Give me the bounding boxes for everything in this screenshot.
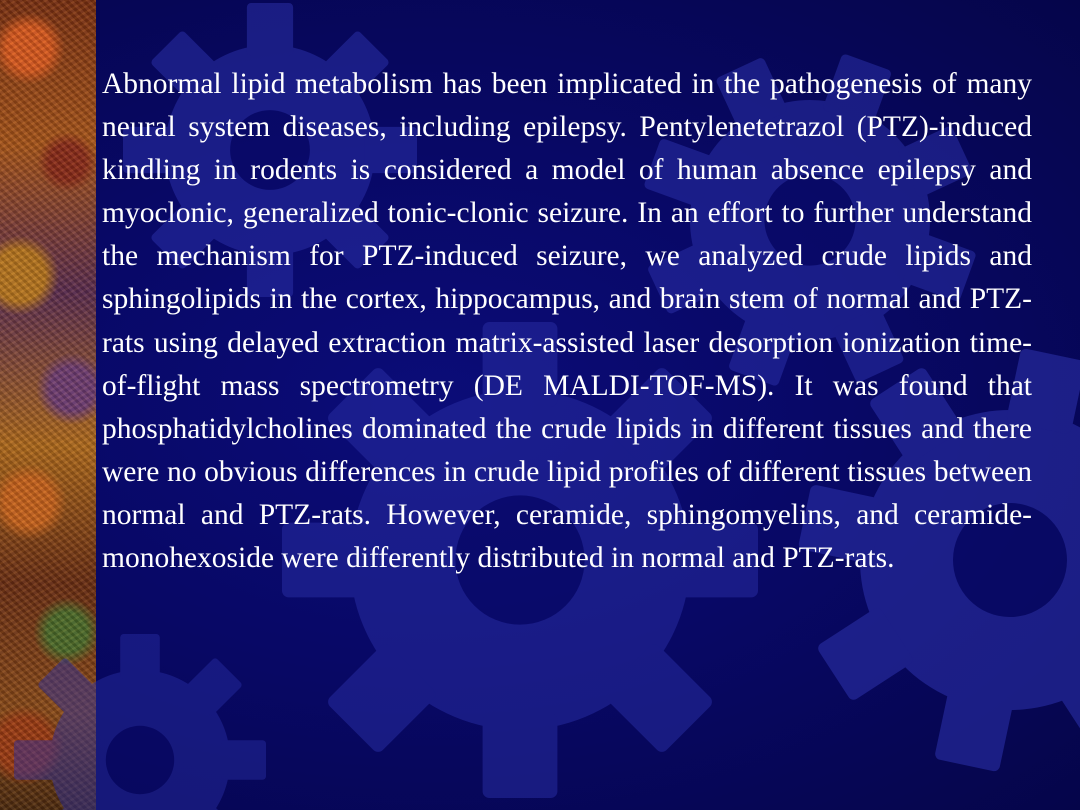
slide-body-text: Abnormal lipid metabolism has been implicated in the pathogenesis of many neural system diseases, including epilepsy. Pentylenetetrazol (PTZ)-induced kindling in rodents is considered a model of human absence epilepsy and myoclonic, generalized tonic-clonic seizure. In an effort to further understand the mechanism for PTZ-induced seizure, we analyzed crude lipids and sphingolipids in the cortex, hippocampus, and brain stem of normal and PTZ-rats using delayed extraction matrix-assisted laser desorption ionization time-of-flight mass spectrometry (DE MALDI-TOF-MS). It was found that phosphatidylcholines dominated the crude lipids in different tissues and there were no obvious differences in crude lipid profiles of different tissues between normal and PTZ-rats. However, ceramide, sphingomyelins, and ceramide-monohexoside were differently distributed in normal and PTZ-rats.	[102, 68, 1032, 575]
